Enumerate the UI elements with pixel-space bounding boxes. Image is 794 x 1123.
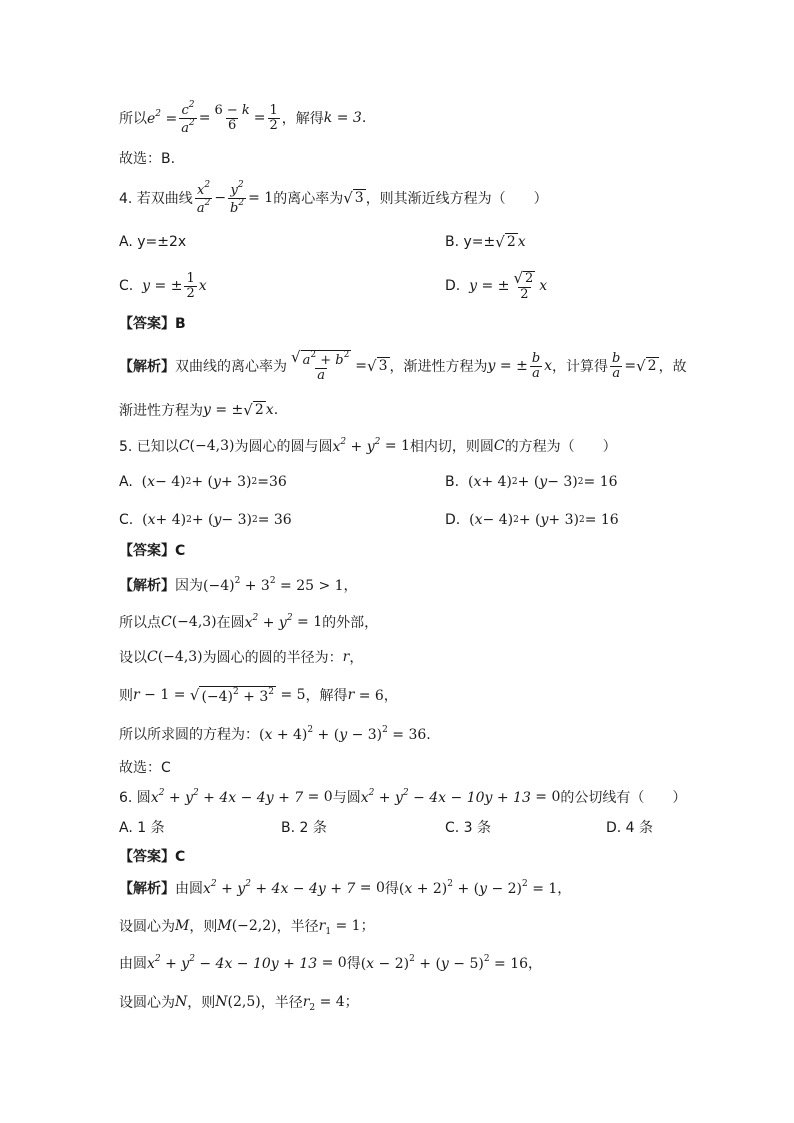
- answer-4: 【答案】B: [119, 316, 186, 332]
- q5-option-d: D. ( x − 4) 2 + ( y + 3) 2 = 16: [445, 512, 619, 528]
- q6-option-b: B. 2 条: [281, 820, 327, 836]
- fraction: $\frac{6 - k}{6}$: [214, 102, 250, 133]
- q4-option-a: A. y=±2x: [119, 234, 187, 250]
- q5-option-a: A. ( x − 4) 2 + ( y + 3) 2 =36: [119, 474, 287, 490]
- line-eccentricity-result: 所以 $e^2$ = $\frac{c^2}{a^2}$ = $\frac{6 - k}{6}$ = $\frac{1}{2}$ ，解得 k = 3 .: [119, 99, 367, 136]
- math: $e^2$ =: [147, 109, 178, 127]
- analysis-5-2: 所以点 C(−4,3) 在圆 $x^2 + y^2$ = 1 的外部，: [119, 613, 379, 631]
- fraction: $\frac{c^2}{a^2}$: [181, 99, 195, 136]
- analysis-6-1: 【解析】 由圆 $x^2 + y^2 + 4x - 4y + 7$ = 0 得 $(x + 2)^2 + (y - 2)^2 = 1$，: [119, 879, 572, 897]
- q5-option-b: B. ( x + 4) 2 + ( y − 3) 2 = 16: [445, 474, 618, 490]
- question-4: 4. 若双曲线 $\frac{x^2}{a^2}$ − $\frac{y^2}{b^2}$ = 1 的离心率为 √ 3 ，则其渐近线方程为（ ）: [119, 179, 548, 216]
- analysis-5-6: 故选：C: [119, 760, 171, 776]
- analysis-6-4: 设圆心为 N ，则 N(2,5) ，半径 $r_2 = 4$；: [119, 994, 359, 1013]
- analysis-5-5: 所以所求圆的方程为： $(x + 4)^2 + (y - 3)^2 = 36$.: [119, 725, 431, 743]
- q4-option-c: C. y = ± $\frac{1}{2}$ x: [119, 270, 207, 301]
- answer-6: 【答案】C: [119, 849, 186, 865]
- question-5: 5. 已知以 C(−4,3) 为圆心的圆与圆 $x^2 + y^2$ = 1 相内切，则圆 C 的方程为（ ）: [119, 437, 617, 455]
- analysis-6-3: 由圆 $x^2 + y^2 - 4x - 10y + 13$ = 0 得 $(x - 2)^2 + (y - 5)^2 = 16$，: [119, 954, 543, 972]
- analysis-5-3: 设以 C(−4,3) 为圆心的圆的半径为： r ，: [119, 649, 364, 666]
- q6-option-d: D. 4 条: [606, 820, 654, 836]
- q6-option-a: A. 1 条: [119, 820, 165, 836]
- analysis-6-2: 设圆心为 M ，则 M(−2,2) ，半径 $r_1 = 1$；: [119, 918, 375, 937]
- fraction: $\frac{1}{2}$: [269, 102, 278, 133]
- q6-option-c: C. 3 条: [445, 820, 492, 836]
- analysis-4-cont: 渐进性方程为 y = ± √ 2 x .: [119, 401, 279, 419]
- q4-option-d: D. y = ± √ 2 2 x: [445, 268, 548, 302]
- analysis-5-1: 【解析】 因为 $(-4)^2 + 3^2 = 25 > 1$，: [119, 576, 358, 594]
- analysis-5-4: 则 r − 1 = √ $(-4)^2 + 3^2$ = 5 ，解得 r = 6，: [119, 685, 398, 705]
- line-choose-b: 故选：B.: [119, 151, 176, 167]
- q5-option-c: C. ( x + 4) 2 + ( y − 3) 2 = 36: [119, 512, 292, 528]
- answer-5: 【答案】C: [119, 543, 186, 559]
- q4-option-b: B. y=± √ 2 x: [445, 233, 526, 251]
- analysis-4: 【解析】 双曲线的离心率为 √ $a^2 + b^2$ a = √ 3 ，渐进性方程为 y = ± $\frac{b}{a}$ x ，计算得 $\frac{b}{a}$ = √ 2 ，故: [119, 347, 687, 383]
- question-6: 6. 圆 $x^2 + y^2 + 4x - 4y + 7$ = 0 与圆 $x^2 + y^2 - 4x - 10y + 13$ = 0 的公切线有（ ）: [119, 788, 687, 806]
